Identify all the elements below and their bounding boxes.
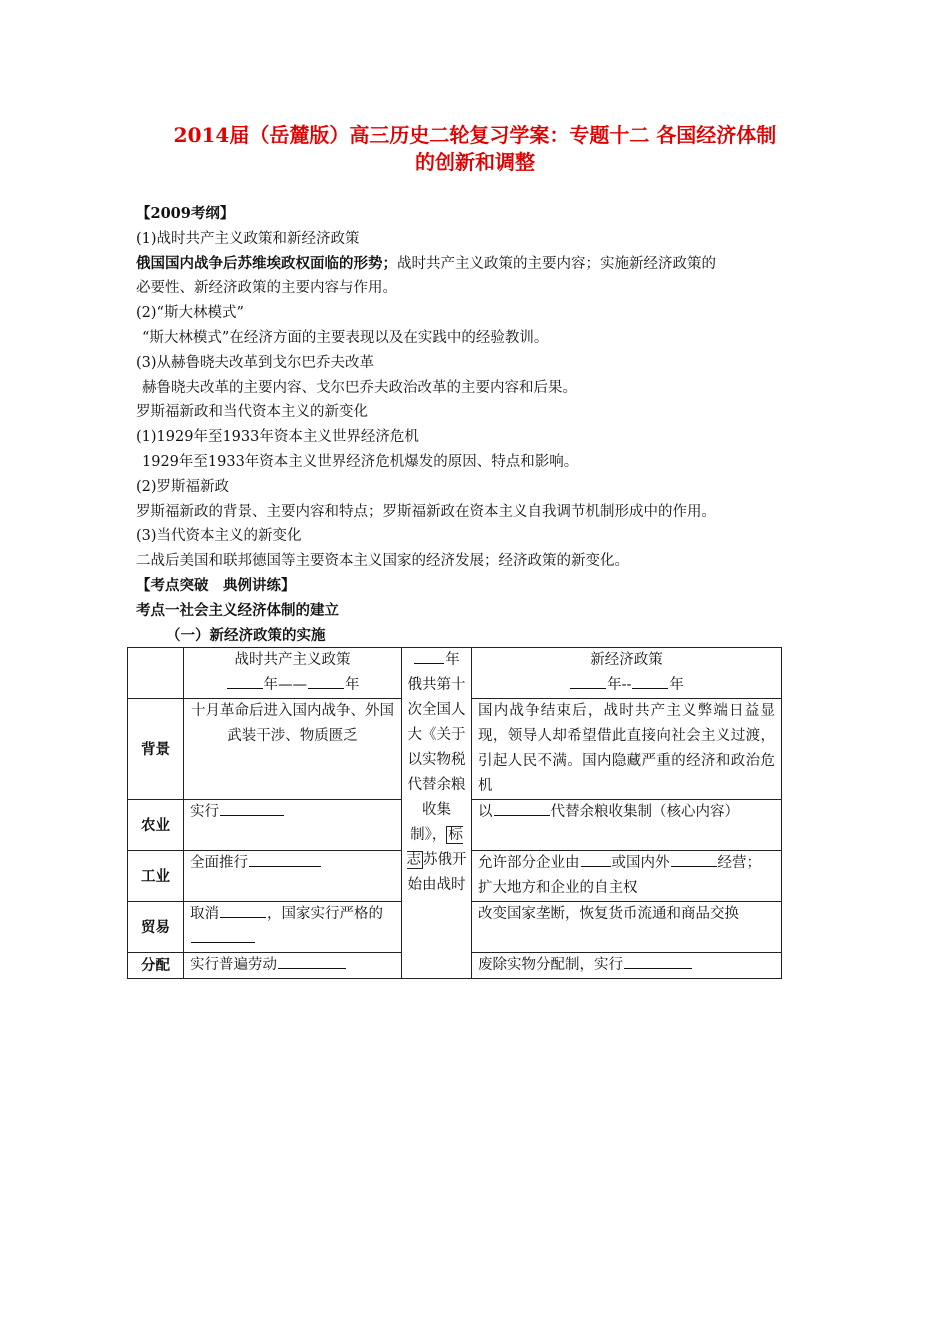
- blank-field[interactable]: [632, 674, 668, 689]
- outline-line: 必要性、新经济政策的主要内容与作用。: [136, 280, 397, 297]
- nep-agriculture-cell: 以 代替余粮收集制（核心内容）: [472, 800, 782, 851]
- title-line-1: 2014届（岳麓版）高三历史二轮复习学案：专题十二 各国经济体制: [173, 123, 777, 147]
- outline-line: (2)“斯大林模式”: [136, 305, 244, 322]
- header-empty-cell: [128, 648, 184, 699]
- header-nep: [472, 648, 782, 699]
- title-line-2: 的创新和调整: [415, 150, 535, 174]
- blank-field[interactable]: [414, 649, 444, 664]
- blank-field[interactable]: [220, 801, 284, 816]
- sub-heading: （一）新经济政策的实施: [166, 626, 326, 644]
- blank-field[interactable]: [249, 852, 321, 867]
- outline-line: 罗斯福新政的背景、主要内容和特点；罗斯福新政在资本主义自我调节机制形成中的作用。: [136, 503, 716, 520]
- outline-heading: 【2009考纲】: [136, 205, 235, 222]
- outline-line: (3)从赫鲁晓夫改革到戈尔巴乔夫改革: [136, 354, 375, 371]
- point-heading: 考点一社会主义经济体制的建立: [136, 601, 339, 619]
- outline-line: 罗斯福新政和当代资本主义的新变化: [136, 404, 368, 421]
- outline-line: 1929年至1933年资本主义世界经济危机爆发的原因、特点和影响。: [142, 453, 579, 470]
- row-label-trade: 贸易: [128, 902, 184, 953]
- middle-text: 俄共第十次全国人大《关于以实物税代替余粮收集制》， 标志 苏俄开始由战时: [406, 677, 467, 893]
- outline-line: 二战后美国和联邦德国等主要资本主义国家的经济发展；经济政策的新变化。: [136, 553, 629, 570]
- outline-text: 战时共产主义政策的主要内容；实施新经济政策的: [397, 255, 716, 272]
- nep-background-cell: 国内战争结束后，战时共产主义弊端日益显现，领导人却希望借此直接向社会主义过渡，引起人民不满。国内隐藏严重的经济和政治危机: [472, 699, 782, 800]
- blank-field[interactable]: [308, 674, 344, 689]
- row-label-background: 背景: [128, 699, 184, 800]
- outline-line: (3)当代资本主义的新变化: [136, 528, 302, 545]
- blank-field[interactable]: [227, 674, 263, 689]
- outline-line: (2)罗斯福新政: [136, 478, 230, 495]
- outline-section: [136, 202, 816, 648]
- outline-line: (1)战时共产主义政策和新经济政策: [136, 230, 360, 247]
- blank-field[interactable]: [278, 954, 346, 969]
- middle-transition-cell: [402, 648, 472, 979]
- outline-line: [136, 252, 816, 277]
- outline-line: (1)1929年至1933年资本主义世界经济危机: [136, 429, 419, 446]
- document-title: [120, 122, 830, 176]
- table-header-row: [128, 648, 782, 699]
- blank-field[interactable]: [570, 674, 606, 689]
- middle-year: 年: [404, 648, 469, 673]
- policy-comparison-table: [127, 647, 782, 979]
- blank-field[interactable]: [624, 954, 692, 969]
- section-heading: 【考点突破 典例讲练】: [136, 576, 296, 594]
- war-policy-years: 年—— 年: [190, 673, 395, 698]
- war-agriculture-cell: 实行: [184, 800, 402, 851]
- blank-field[interactable]: [191, 928, 255, 943]
- war-policy-label: 战时共产主义政策: [234, 652, 351, 668]
- war-industry-cell: 全面推行: [184, 851, 402, 902]
- header-war-policy: [184, 648, 402, 699]
- nep-label: 新经济政策: [590, 652, 663, 668]
- outline-line: 赫鲁晓夫改革的主要内容、戈尔巴乔夫政治改革的主要内容和后果。: [142, 379, 577, 396]
- war-trade-cell: 取消 ，国家实行严格的: [184, 902, 402, 953]
- row-label-agriculture: 农业: [128, 800, 184, 851]
- nep-distribution-cell: 废除实物分配制，实行: [472, 953, 782, 979]
- blank-field[interactable]: [220, 903, 266, 918]
- nep-trade-cell: 改变国家垄断，恢复货币流通和商品交换: [472, 902, 782, 953]
- row-label-industry: 工业: [128, 851, 184, 902]
- blank-field[interactable]: [671, 852, 717, 867]
- outline-bold-text: 俄国国内战争后苏维埃政权面临的形势；: [136, 254, 397, 272]
- nep-years: 年-- 年: [478, 673, 775, 698]
- row-label-distribution: 分配: [128, 953, 184, 979]
- war-background-cell: 十月革命后进入国内战争、外国武装干涉、物质匮乏: [184, 699, 402, 800]
- boxed-word: 标志: [406, 827, 463, 868]
- outline-line: “斯大林模式”在经济方面的主要表现以及在实践中的经验教训。: [142, 329, 549, 346]
- blank-field[interactable]: [494, 801, 550, 816]
- nep-industry-cell: 允许部分企业由 或国内外 经营；扩大地方和企业的自主权: [472, 851, 782, 902]
- blank-field[interactable]: [581, 852, 611, 867]
- war-distribution-cell: 实行普遍劳动: [184, 953, 402, 979]
